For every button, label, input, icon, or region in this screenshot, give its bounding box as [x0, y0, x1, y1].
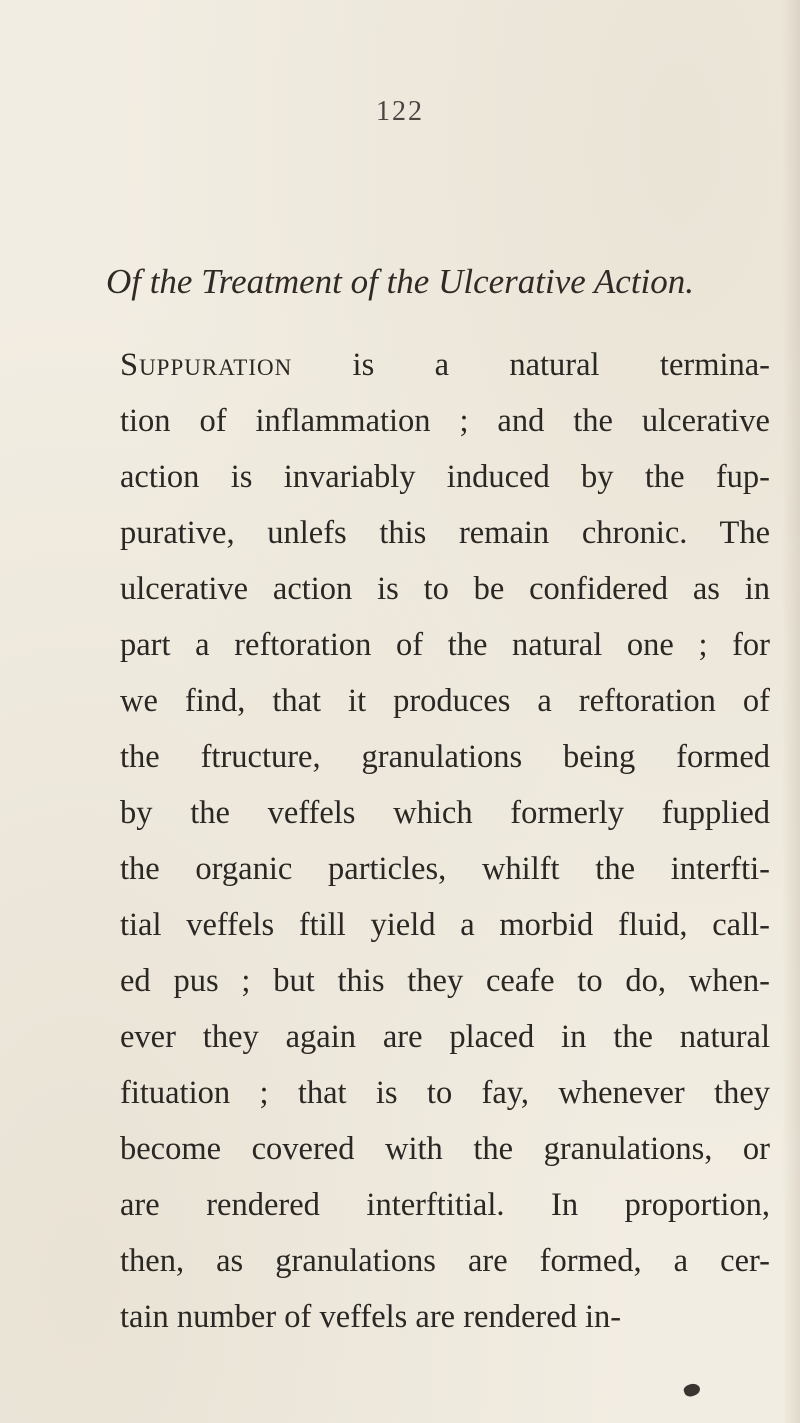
section-heading: Of the Treatment of the Ulcerative Action.: [105, 262, 695, 301]
text-line: tain number of veffels are rendered in-: [120, 1299, 622, 1335]
ink-speck: [682, 1382, 701, 1399]
text-line: [120, 337, 770, 393]
text-line: ulcerative action is to be confidered as in: [120, 571, 770, 607]
text-line: the ftructure, granulations being formed: [120, 739, 770, 775]
text-line: purative, unlefs this remain chronic. The: [120, 515, 770, 551]
text-line: ed pus ; but this they ceafe to do, when-: [120, 963, 770, 999]
text-line: tion of inflammation ; and the ulcerative: [120, 403, 770, 439]
body-paragraph: [120, 337, 770, 1345]
text-line: the organic particles, whilft the interfti-: [120, 851, 770, 887]
text-line: ever they again are placed in the natural: [120, 1019, 770, 1055]
text-line-rest: is a natural termina-: [292, 347, 770, 383]
text-line: tial veffels ftill yield a morbid fluid, call-: [120, 907, 770, 943]
text-line: action is invariably induced by the fup-: [120, 459, 770, 495]
page-edge-shadow: [782, 0, 800, 1423]
text-line: become covered with the granulations, or: [120, 1131, 770, 1167]
text-line: fituation ; that is to fay, whenever they: [120, 1075, 770, 1111]
text-line: by the veffels which formerly fupplied: [120, 795, 770, 831]
text-line: we find, that it produces a reftoration of: [120, 683, 770, 719]
text-line: then, as granulations are formed, a cer-: [120, 1243, 770, 1279]
page-number: 122: [376, 96, 424, 127]
text-line: part a reftoration of the natural one ; for: [120, 627, 770, 663]
drop-word: Suppuration: [120, 347, 293, 383]
text-line: are rendered interftitial. In proportion,: [120, 1187, 770, 1223]
